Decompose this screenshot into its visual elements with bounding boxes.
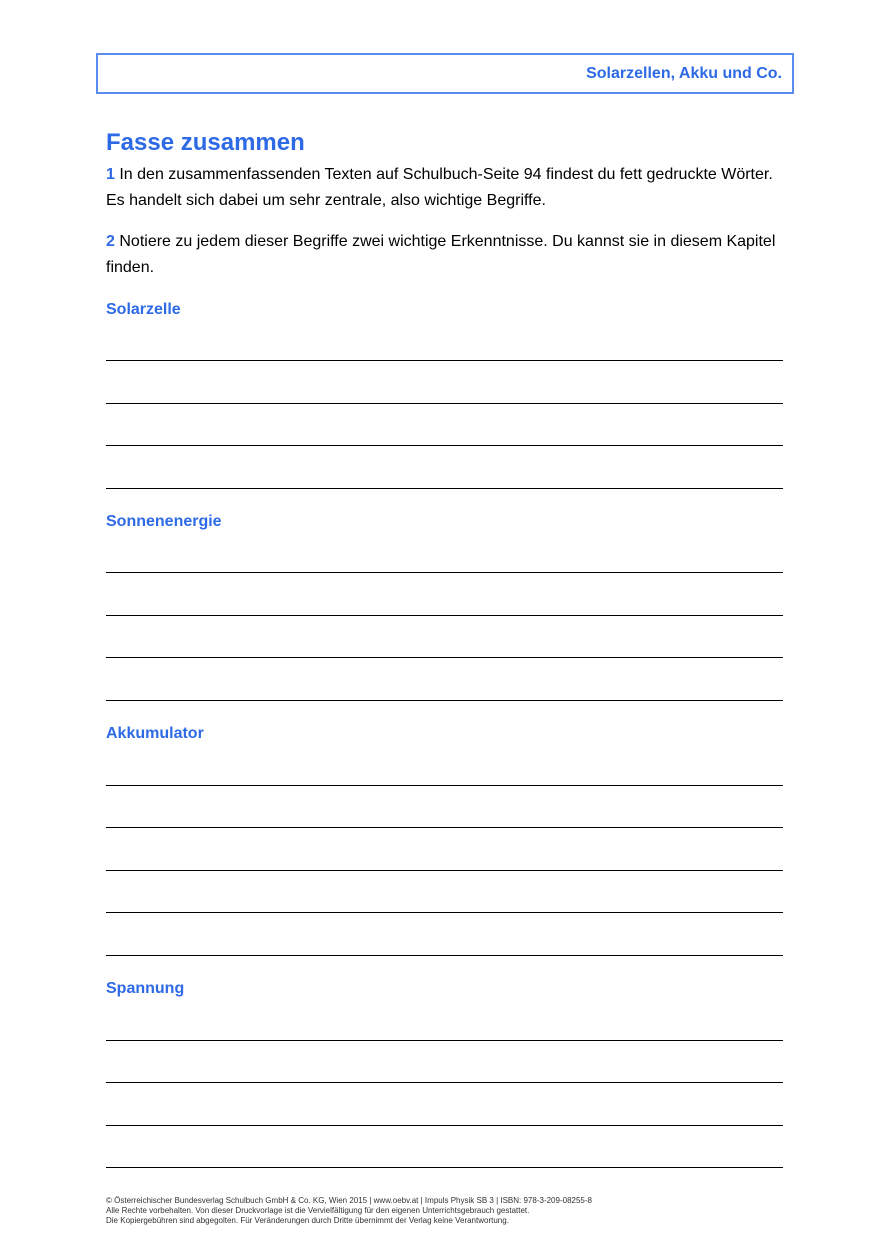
writing-line[interactable] (106, 445, 783, 446)
footer-disclaimer: Die Kopiergebühren sind abgegolten. Für Veränderungen durch Dritte übernimmt der Verlag keine Verantwortung. (106, 1216, 509, 1225)
writing-line[interactable] (106, 360, 783, 361)
header-box (96, 53, 794, 94)
footer (106, 1196, 592, 1226)
task-2 (106, 229, 786, 281)
writing-line[interactable] (106, 785, 783, 786)
writing-line[interactable] (106, 1125, 783, 1126)
writing-line[interactable] (106, 827, 783, 828)
footer-rights: Alle Rechte vorbehalten. Von dieser Druckvorlage ist die Vervielfältigung für den eigenen Unterrichtsgebrauch gestattet. (106, 1206, 530, 1215)
writing-line[interactable] (106, 1040, 783, 1041)
task-number: 1 (106, 166, 115, 183)
task-number: 2 (106, 233, 115, 250)
footer-copyright: © Österreichischer Bundesverlag Schulbuch GmbH & Co. KG, Wien 2015 | www.oebv.at | Impuls Physik SB 3 | ISBN: 978-3-209-08255-8 (106, 1196, 592, 1205)
writing-line[interactable] (106, 700, 783, 701)
writing-line[interactable] (106, 488, 783, 489)
writing-line[interactable] (106, 1167, 783, 1168)
task-text: In den zusammenfassenden Texten auf Schulbuch-Seite 94 findest du fett gedruckte Wörter. Es handelt sich dabei um sehr zentrale, also wichtige Begriffe. (106, 166, 773, 209)
writing-line[interactable] (106, 615, 783, 616)
writing-line[interactable] (106, 955, 783, 956)
task-text: Notiere zu jedem dieser Begriffe zwei wichtige Erkenntnisse. Du kannst sie in diesem Kapitel finden. (106, 233, 776, 276)
writing-line[interactable] (106, 403, 783, 404)
writing-line[interactable] (106, 1082, 783, 1083)
header-title: Solarzellen, Akku und Co. (586, 65, 782, 82)
writing-line[interactable] (106, 572, 783, 573)
section-title-akkumulator: Akkumulator (106, 725, 204, 742)
task-1 (106, 162, 786, 214)
page-title: Fasse zusammen (106, 129, 305, 156)
section-title-solarzelle: Solarzelle (106, 301, 181, 318)
writing-line[interactable] (106, 912, 783, 913)
writing-line[interactable] (106, 657, 783, 658)
writing-line[interactable] (106, 870, 783, 871)
section-title-spannung: Spannung (106, 980, 185, 997)
section-title-sonnenenergie: Sonnenenergie (106, 513, 222, 530)
